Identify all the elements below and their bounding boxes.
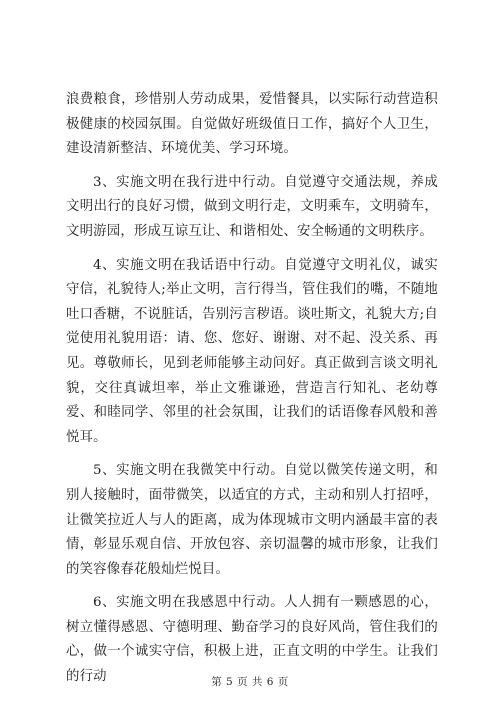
paragraph-4: 5、实施文明在我微笑中行动。自觉以微笑传递文明，和别人接触时，面带微笑，以适宜的方式，主动和别人打招呼，让微笑拉近人与人的距离，成为体现城市文明内涵最丰富的表情，彰显乐观自信、开放包容、亲切温馨的城市形象，让我们的笑容像春花般灿烂悦目。	[66, 463, 438, 577]
paragraph-2: 3、实施文明在我行进中行动。自觉遵守交通法规，养成文明出行的良好习惯，做到文明行走，文明乘车，文明骑车，文明游园，形成互谅互让、和谐相处、安全畅通的文明秩序。	[66, 174, 438, 239]
paragraph-5: 6、实施文明在我感恩中行动。人人拥有一颗感恩的心，树立懂得感恩、守德明理、勤奋学习的良好风尚，管住我们的心，做一个诚实守信，积极上进，正直文明的中学生。让我们的行动	[66, 595, 438, 685]
document-body	[66, 88, 438, 699]
paragraph-3: 4、实施文明在我话语中行动。自觉遵守文明礼仪，诚实守信，礼貌待人;举止文明，言行得当，管住我们的嘴，不随地吐口香糖，不说脏话，告别污言秽语。谈吐斯文，礼貌大方;自觉使用礼貌用语：请、您、您好、谢谢、对不起、没关系、再见。尊敬师长，见到老师能够主动问好。真正做到言谈文明礼貌，交往真诚坦率，举止文雅谦逊，营造言行知礼、老幼尊爱、和睦同学、邻里的社会氛围，让我们的话语像春风般和善悦耳。	[66, 257, 438, 445]
paragraph-1: 浪费粮食，珍惜别人劳动成果，爱惜餐具，以实际行动营造积极健康的校园氛围。自觉做好班级值日工作，搞好个人卫生，建设清新整洁、环境优美、学习环境。	[66, 92, 438, 157]
page-footer: 第 5 页 共 6 页	[211, 676, 289, 688]
